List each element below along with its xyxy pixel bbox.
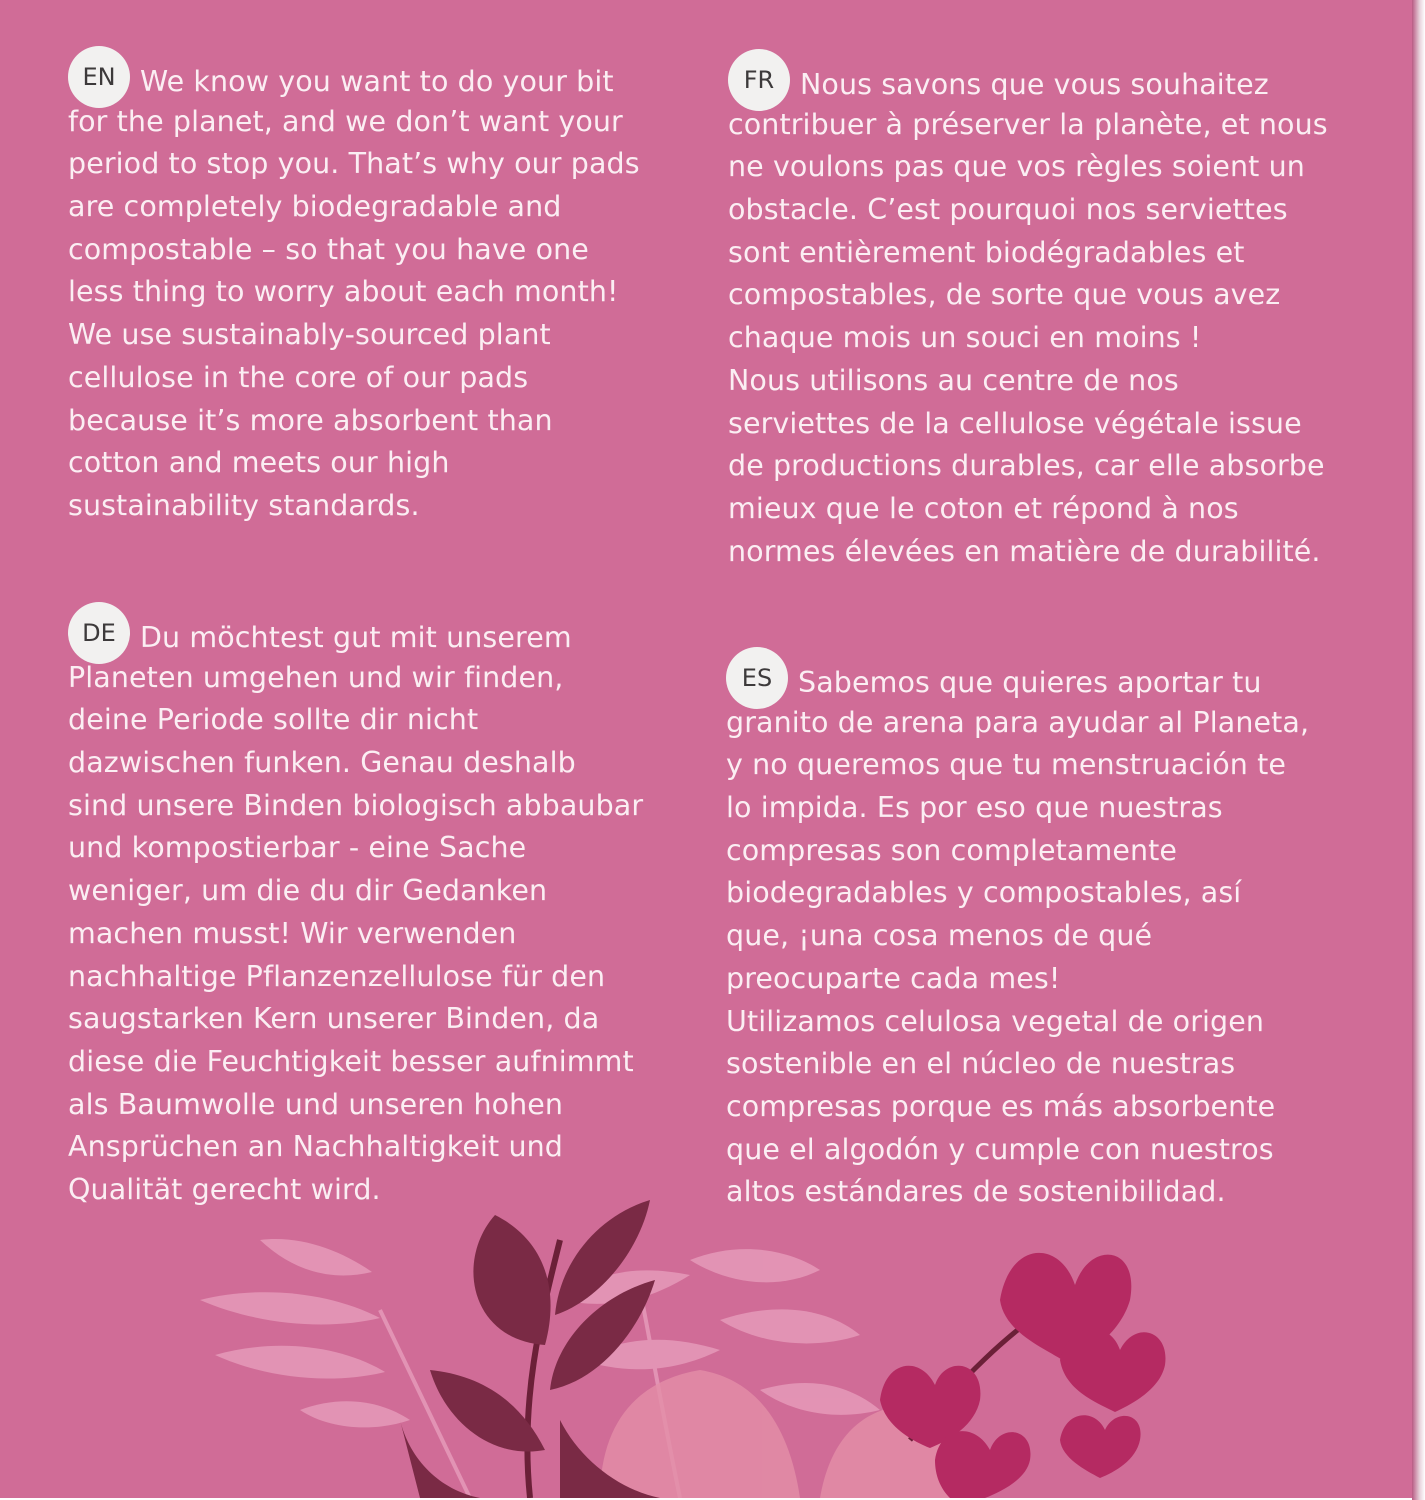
- text-line: diese die Feuchtigkeit besser aufnimmt: [68, 1044, 634, 1078]
- text-line: compresas son completamente: [726, 833, 1178, 867]
- text-line: de productions durables, car elle absorbe: [728, 449, 1325, 483]
- text-line: biodegradables y compostables, así: [726, 876, 1242, 910]
- text-line: machen musst! Wir verwenden: [68, 916, 517, 950]
- text-line: compostables, de sorte que vous avez: [728, 278, 1281, 312]
- text-line: lo impida. Es por eso que nuestras: [726, 791, 1223, 825]
- language-badge-es: ES: [726, 647, 788, 709]
- section-fr: [728, 61, 1328, 573]
- text-line: sostenible en el núcleo de nuestras: [726, 1047, 1236, 1081]
- text-line: less thing to worry about each month!: [68, 275, 619, 309]
- text-line: compresas porque es más absorbente: [726, 1089, 1276, 1123]
- text-line: y no queremos que tu menstruación te: [726, 748, 1287, 782]
- fern-leaves-icon: [200, 1239, 880, 1498]
- text-line: als Baumwolle und unseren hohen: [68, 1087, 564, 1121]
- text-line: preocuparte cada mes!: [726, 961, 1061, 995]
- text-line: altos estándares de sostenibilidad.: [726, 1175, 1226, 1209]
- text-line: saugstarken Kern unserer Binden, da: [68, 1002, 600, 1036]
- text-line: period to stop you. That’s why our pads: [68, 147, 640, 181]
- text-line: sustainability standards.: [68, 488, 420, 522]
- text-line: ne voulons pas que vos règles soient un: [728, 150, 1305, 184]
- text-line: because it’s more absorbent than: [68, 403, 553, 437]
- text-line: weniger, um die du dir Gedanken: [68, 874, 548, 908]
- text-line: nachhaltige Pflanzenzellulose für den: [68, 959, 606, 993]
- text-line: Du möchtest gut mit unserem: [140, 621, 572, 654]
- text-line: und kompostierbar - eine Sache: [68, 831, 527, 865]
- text-line: obstacle. C’est pourquoi nos serviettes: [728, 193, 1288, 227]
- text-line: deine Periode sollte dir nicht: [68, 703, 479, 737]
- text-line: Ansprüchen an Nachhaltigkeit und: [68, 1130, 563, 1164]
- language-badge-en: EN: [68, 46, 130, 108]
- section-en: [68, 58, 640, 528]
- text-line: que, ¡una cosa menos de qué: [726, 919, 1153, 953]
- text-line: chaque mois un souci en moins !: [728, 321, 1202, 355]
- text-line: Sabemos que quieres aportar tu: [798, 666, 1262, 699]
- text-line: sind unsere Binden biologisch abbaubar: [68, 788, 644, 822]
- text-line: normes élevées en matière de durabilité.: [728, 534, 1321, 568]
- text-line: mieux que le coton et répond à nos: [728, 491, 1239, 525]
- text-line: compostable – so that you have one: [68, 232, 589, 266]
- text-line: We use sustainably-sourced plant: [68, 318, 551, 352]
- text-line: Nous utilisons au centre de nos: [728, 363, 1179, 397]
- text-line: dazwischen funken. Genau deshalb: [68, 746, 576, 780]
- text-line: cotton and meets our high: [68, 446, 450, 480]
- text-line: Nous savons que vous souhaitez: [800, 68, 1269, 101]
- text-line: Qualität gerecht wird.: [68, 1172, 381, 1206]
- text-line: Planeten umgehen und wir finden,: [68, 660, 564, 694]
- language-badge-fr: FR: [728, 49, 790, 111]
- section-es: [726, 659, 1309, 1214]
- text-line: que el algodón y cumple con nuestros: [726, 1132, 1274, 1166]
- text-line: for the planet, and we don’t want your: [68, 104, 623, 138]
- text-line: granito de arena para ayudar al Planeta,: [726, 705, 1310, 739]
- text-line: Utilizamos celulosa vegetal de origen: [726, 1004, 1265, 1038]
- box-edge: [1412, 0, 1425, 1500]
- text-line: We know you want to do your bit: [140, 65, 614, 98]
- language-badge-de: DE: [68, 602, 130, 664]
- text-line: contribuer à préserver la planète, et nous: [728, 107, 1328, 141]
- text-line: cellulose in the core of our pads: [68, 360, 529, 394]
- heart-leaf-stem-icon: [880, 1253, 1165, 1498]
- text-line: serviettes de la cellulose végétale issue: [728, 406, 1302, 440]
- text-line: sont entièrement biodégradables et: [728, 235, 1245, 269]
- dark-leaf-stem-icon: [400, 1200, 660, 1498]
- section-de: [68, 614, 643, 1212]
- text-line: are completely biodegradable and: [68, 190, 562, 224]
